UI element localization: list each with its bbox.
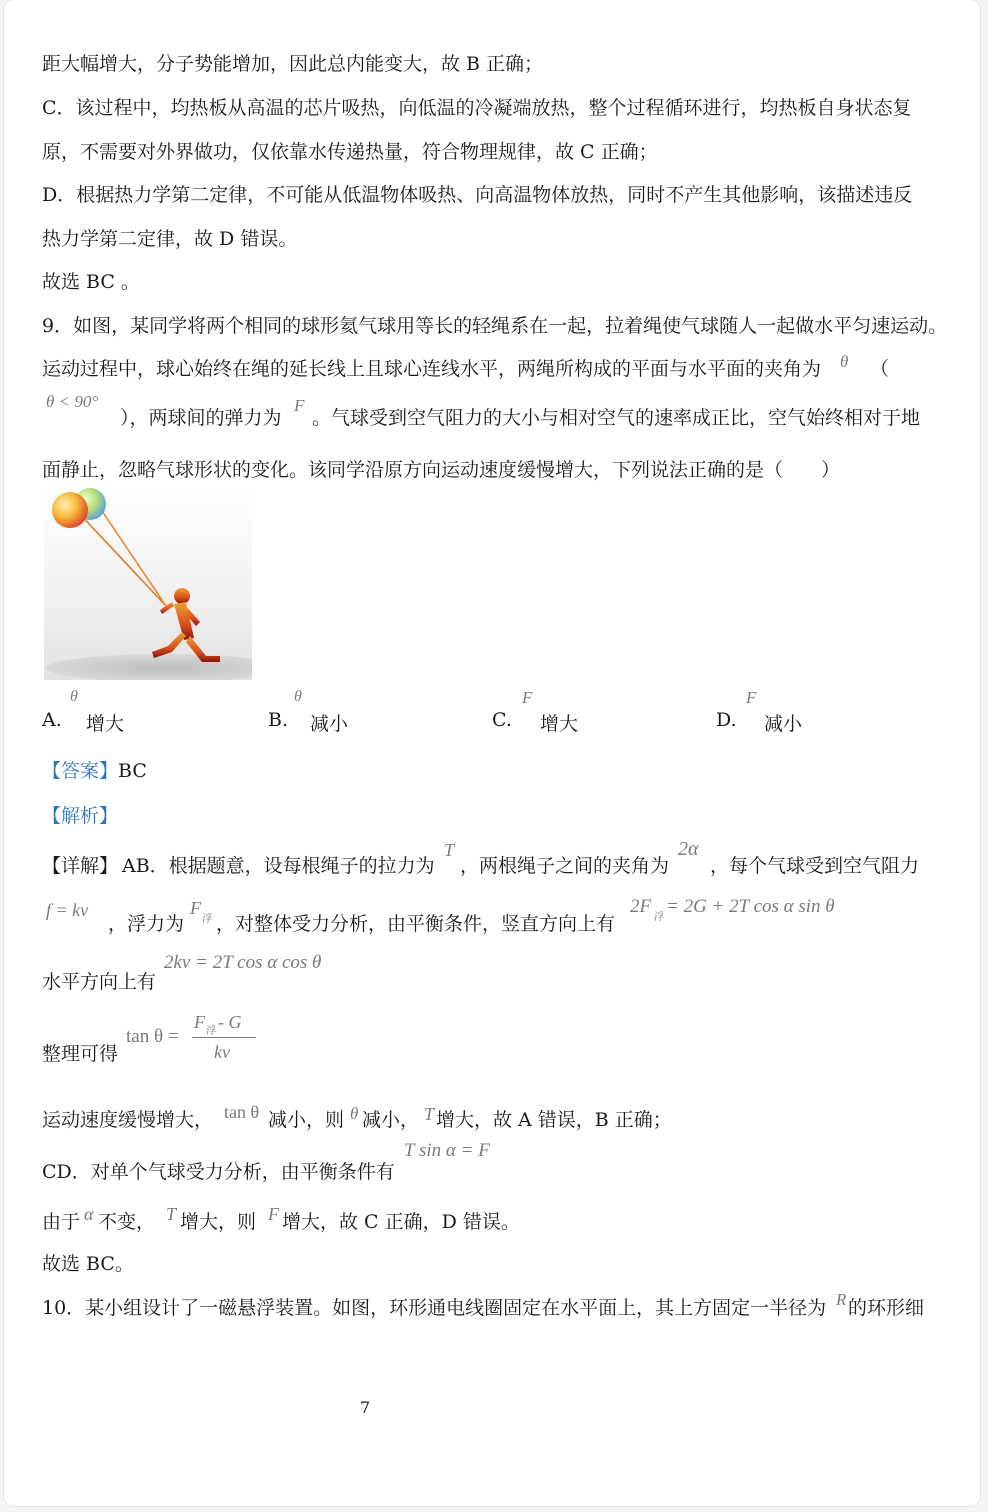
fraction-numerator-pre: F [194,1012,205,1032]
detail-text: 水平方向上有 [42,971,157,993]
vertical-eq-subscript: 浮 [654,912,664,923]
question-10-text: 的环形细 [848,1297,925,1319]
answer-line [42,759,147,783]
vertical-eq-pre: 2F [630,896,652,917]
alpha-symbol: α [84,1204,94,1224]
detail-label: 【详解】 [42,855,119,877]
detail-text: 故选 BC。 [42,1253,134,1275]
option-d-text: 减小 [764,713,803,735]
detail-text: ，浮力为 [108,913,185,935]
text-line: D．根据热力学第二定律，不可能从低温物体吸热、向高温物体放热，同时不产生其他影响，该描述违反 [42,184,913,206]
detail-text: ，每个气球受到空气阻力 [710,855,920,877]
detail-text: 增大，则 [180,1211,257,1233]
detail-text: 减小，则 [268,1109,345,1131]
drag-equation: f = kv [46,900,89,920]
horizontal-equation: 2kv = 2T cos α cos θ [164,952,322,973]
balloon-runner-figure [44,488,252,680]
option-c-text: 增大 [540,713,579,735]
option-b-letter: B. [268,709,289,731]
detail-text: 增大，故 A 错误，B 正确； [436,1109,672,1131]
theta-symbol: θ [840,352,849,371]
theta-symbol: θ [350,1104,359,1123]
document-page [4,0,980,1506]
answer-label: 【答案】 [42,760,119,782]
tan-theta: tan θ [224,1102,260,1122]
question-9-text: ），两球间的弹力为 [120,407,282,429]
question-9-line-2 [42,357,821,381]
detail-text: 由于 [42,1211,81,1233]
question-9-line-4: 面静止，忽略气球形状的变化。该同学沿原方向运动速度缓慢增大，下列说法正确的是（ ） [42,459,841,481]
question-10-text: 10．某小组设计了一磁悬浮装置。如图，环形通电线圈固定在水平面上，其上方固定一半径为 [42,1297,827,1319]
tan-lhs: tan θ = [126,1026,179,1047]
option-a-letter: A. [42,709,62,731]
option-b-text: 减小 [310,713,349,735]
detail-text: ，对整体受力分析，由平衡条件，竖直方向上有 [216,913,616,935]
detail-text: 增大，故 C 正确，D 错误。 [282,1211,520,1233]
option-d-var: F [746,688,757,707]
fraction-numerator-subscript: 浮 [206,1026,216,1037]
buoyancy-subscript: 浮 [202,914,212,925]
text-line: 热力学第二定律，故 D 错误。 [42,228,298,250]
t-symbol: T [424,1104,435,1124]
text-line: C．该过程中，均热板从高温的芯片吸热，向低温的冷凝端放热，整个过程循环进行，均热板自身状态复 [42,97,912,119]
detail-text: CD．对单个气球受力分析，由平衡条件有 [42,1161,395,1183]
t-symbol: T [166,1204,177,1224]
text-line: 故选 BC 。 [42,271,140,293]
analysis-label: 【解析】 [42,805,119,827]
option-b-var: θ [294,688,302,705]
option-c-letter: C. [492,709,512,731]
option-d-letter: D. [716,709,737,731]
question-9-text: 。气球受到空气阻力的大小与相对空气的速率成正比，空气始终相对于地 [312,407,921,429]
question-9-text: 运动过程中，球心始终在绳的延长线上且球心连线水平，两绳所构成的平面与水平面的夹角为 [42,358,822,380]
detail-text: 运动速度缓慢增大， [42,1109,214,1131]
detail-text: AB．根据题意，设每根绳子的拉力为 [122,855,435,877]
fraction-numerator-post: - G [218,1012,242,1032]
theta-condition: θ < 90° [46,392,99,411]
two-alpha: 2α [678,838,699,860]
detail-text: 整理可得 [42,1043,119,1065]
option-a-var: θ [70,688,78,705]
cd-equation: T sin α = F [404,1140,490,1161]
question-9-line-1: 9．如图，某同学将两个相同的球形氦气球用等长的轻绳系在一起，拉着绳使气球随人一起做水平匀速运动。 [42,315,948,337]
paren-open: （ [870,358,890,380]
option-a-text: 增大 [86,713,125,735]
detail-text: 不变， [98,1211,156,1233]
detail-text: ，两根绳子之间的夹角为 [460,855,670,877]
page-number: 7 [360,1398,371,1417]
f-symbol: F [294,396,305,415]
fraction-bar [192,1037,256,1038]
vertical-equation: = 2G + 2T cos α sin θ [666,896,835,917]
buoyancy-symbol: F [190,898,201,918]
option-c-var: F [522,688,533,707]
answer-value: BC [118,760,147,782]
text-line: 距大幅增大，分子势能增加，因此总内能变大，故 B 正确； [42,53,544,75]
text-line: 原，不需要对外界做功，仅依靠水传递热量，符合物理规律，故 C 正确； [42,141,658,163]
detail-text: 减小， [362,1109,420,1131]
r-symbol: R [836,1290,847,1309]
fraction-denominator: kv [214,1042,230,1062]
t-symbol: T [444,840,455,860]
f-symbol: F [268,1204,279,1224]
